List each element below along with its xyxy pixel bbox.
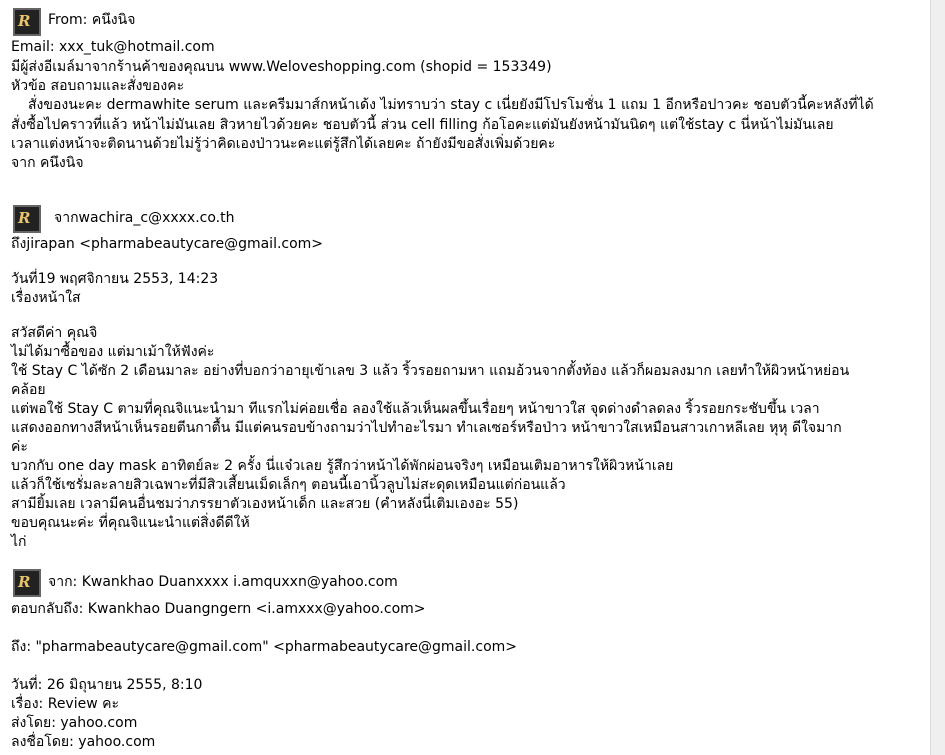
email2-body-line: บวกกับ one day mask อาทิตย์ละ 2 ครั้ง นี่แจ๋วเลย รู้สึกว่าหน้าได้พักผ่อนจริงๆ เหมือนเติมอาหารให้ผิวหน้าเลย [11,458,674,474]
email2-body-line: ใช้ Stay C ได้ซัก 2 เดือนมาละ อย่างที่บอกว่าอายุเข้าเลข 3 แล้ว ริ้วรอยถามหา แถมอ้วนจากตั้งท้อง แล้วก็ผอมลงมาก เลยทำให้ผิวหน้าหย่อน [11,363,850,379]
email2-body-line: แสดงออกทางสีหน้าเห็นรอยตีนกาตื้น มีแต่คนรอบข้างถามว่าไปทำอะไรมา ทำเลเซอร์หรือป่าว หน้าขาวใสเหมือนสาวเกาหลีเลย หุหุ ดีใจมาก [11,420,842,436]
email3-from: จาก: Kwankhao Duanxxxx i.amquxxn@yahoo.com [48,574,398,590]
email3-signed-by: ลงชื่อโดย: yahoo.com [11,734,156,750]
email1-body-line: เวลาแต่งหน้าจะติดนานด้วยไม่รู้ว่าคิดเองป่าวนะคะแต่รู้สึกได้เลยคะ ถ้ายังมีขอสั่งเพิ่มด้วยคะ [11,136,556,152]
email2-date: วันที่19 พฤศจิกายน 2553, 14:23 [11,271,219,287]
email2-subject: เรื่องหน้าใส [11,290,81,306]
shop-logo-icon: R [13,205,41,233]
email1-from: From: คนึงนิจ [48,12,136,28]
email3-subject: เรื่อง: Review คะ [11,696,120,712]
email2-body-line: ค่ะ [11,439,28,455]
email1-subject: หัวข้อ สอบถามและสั่งของคะ [11,78,185,94]
email2-body-line: แต่พอใช้ Stay C ตามที่คุณจิแนะนำมา ทีแรกไม่ค่อยเชื่อ ลองใช้แล้วเห็นผลขึ้นเรื่อยๆ หน้าขาวใส จุดด่างดำลดลง ริ้วรอยกระชับขึ้น เวลา [11,401,820,417]
email1-notice: มีผู้ส่งอีเมล์มาจากร้านค้าของคุณบน www.Weloveshopping.com (shopid = 153349) [11,59,552,75]
email2-signature: ไก่ [11,534,27,550]
email3-reply-to: ตอบกลับถึง: Kwankhao Duangngern <i.amxxx@yahoo.com> [11,601,426,617]
shop-logo-icon: R [13,569,41,597]
email2-from: จากwachira_c@xxxx.co.th [54,210,235,226]
vertical-scrollbar[interactable] [930,0,945,755]
email2-body-line: คล้อย [11,382,46,398]
email3-to: ถึง: "pharmabeautycare@gmail.com" <pharmabeautycare@gmail.com> [11,639,517,655]
email2-body-line: ขอบคุณนะค่ะ ที่คุณจิแนะนำแต่สิ่งดีดีให้ [11,515,250,531]
email1-signature: จาก คนึงนิจ [11,155,84,171]
email2-body-line: สามียิ้มเลย เวลามีคนอื่นชมว่าภรรยาตัวเองหน้าเด็ก และสวย (คำหลังนี่เติมเองอะ 55) [11,496,519,512]
email1-body-line: สั่งซื้อไปคราวที่แล้ว หน้าไม่มันเลย สิวหายไวด้วยคะ ชอบตัวนี้ ส่วน cell filling ก้อโอคะแต่มันยังหน้ามันนิดๆ แต่ใช้stay c นี่หน้าไม่มันเลย [11,117,834,133]
email1-body-line: สั่งของนะคะ dermawhite serum และครีมมาส์กหน้าเด้ง ไม่ทราบว่า stay c เนี่ยยังมีโปรโมชั่น 1 แถม 1 อีกหรือปาวคะ ชอบตัวนี้คะหลังที่ได้ [28,97,874,113]
email3-sent-by: ส่งโดย: yahoo.com [11,715,138,731]
email1-address: Email: xxx_tuk@hotmail.com [11,39,215,55]
email2-body-line: ไม่ได้มาซื้อของ แต่มาเม้าให้ฟังค่ะ [11,344,215,360]
email2-to: ถึงjirapan <pharmabeautycare@gmail.com> [11,236,324,252]
email3-date: วันที่: 26 มิถุนายน 2555, 8:10 [11,677,203,693]
email2-body-line: แล้วก็ใช้เซรั่มละลายสิวเฉพาะที่มีสิวเสี้ยนเม็ดเล็กๆ ตอนนี้เอานิ้วลูบไม่สะดุดเหมือนแต่ก่อนแล้ว [11,477,566,493]
shop-logo-icon: R [13,8,41,36]
email2-body-line: สวัสดีค่า คุณจิ [11,325,98,341]
